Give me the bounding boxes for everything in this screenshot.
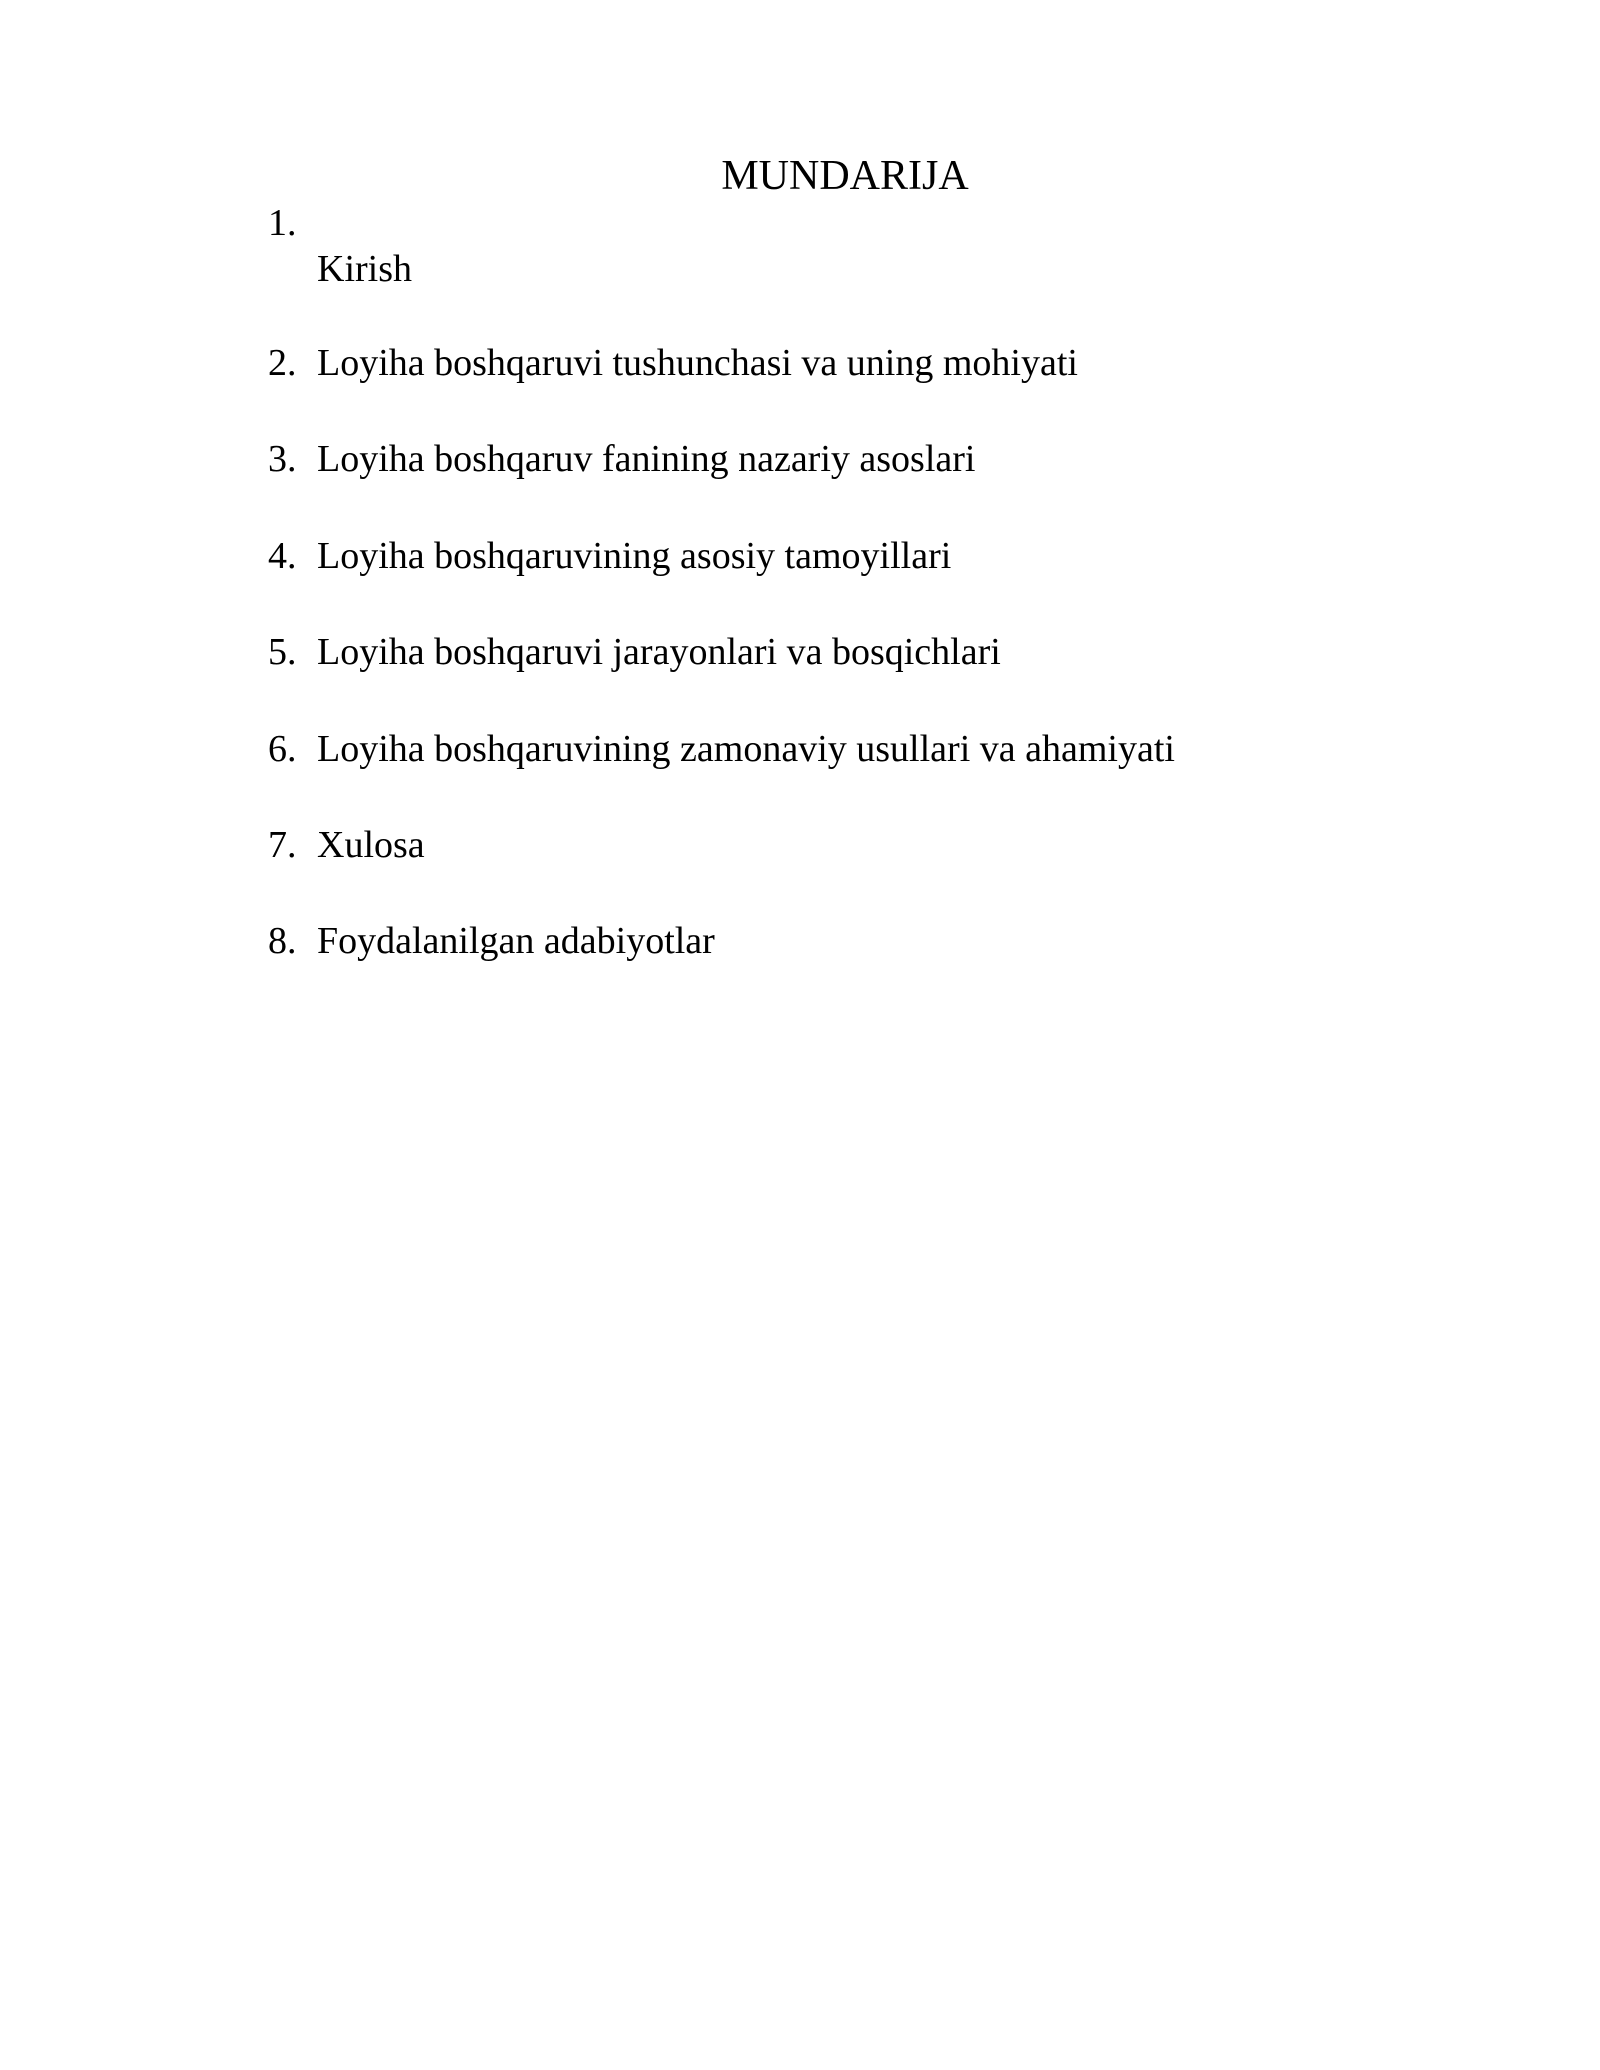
toc-item-number: 7. — [268, 824, 297, 866]
toc-item-text: Foydalanilgan adabiyotlar — [317, 920, 715, 962]
toc-item-number: 3. — [268, 438, 297, 480]
toc-item-number: 2. — [268, 342, 297, 384]
toc-item-number: 1. — [268, 202, 297, 244]
toc-item-text: Loyiha boshqaruvining zamonaviy usullari va ahamiyati — [317, 728, 1175, 770]
toc-item-number: 5. — [268, 631, 297, 673]
toc-item-number: 4. — [268, 535, 297, 577]
toc-item-number: 6. — [268, 728, 297, 770]
page-title: MUNDARIJA — [721, 153, 969, 199]
toc-item-text: Loyiha boshqaruvi jarayonlari va bosqichlari — [317, 631, 1001, 673]
toc-item-text: Xulosa — [317, 824, 425, 866]
toc-item-text: Loyiha boshqaruv fanining nazariy asoslari — [317, 438, 976, 480]
toc-item-number: 8. — [268, 920, 297, 962]
toc-item-text: Loyiha boshqaruvining asosiy tamoyillari — [317, 535, 952, 577]
toc-item-text: Kirish — [317, 248, 412, 290]
toc-item-text: Loyiha boshqaruvi tushunchasi va uning mohiyati — [317, 342, 1078, 384]
